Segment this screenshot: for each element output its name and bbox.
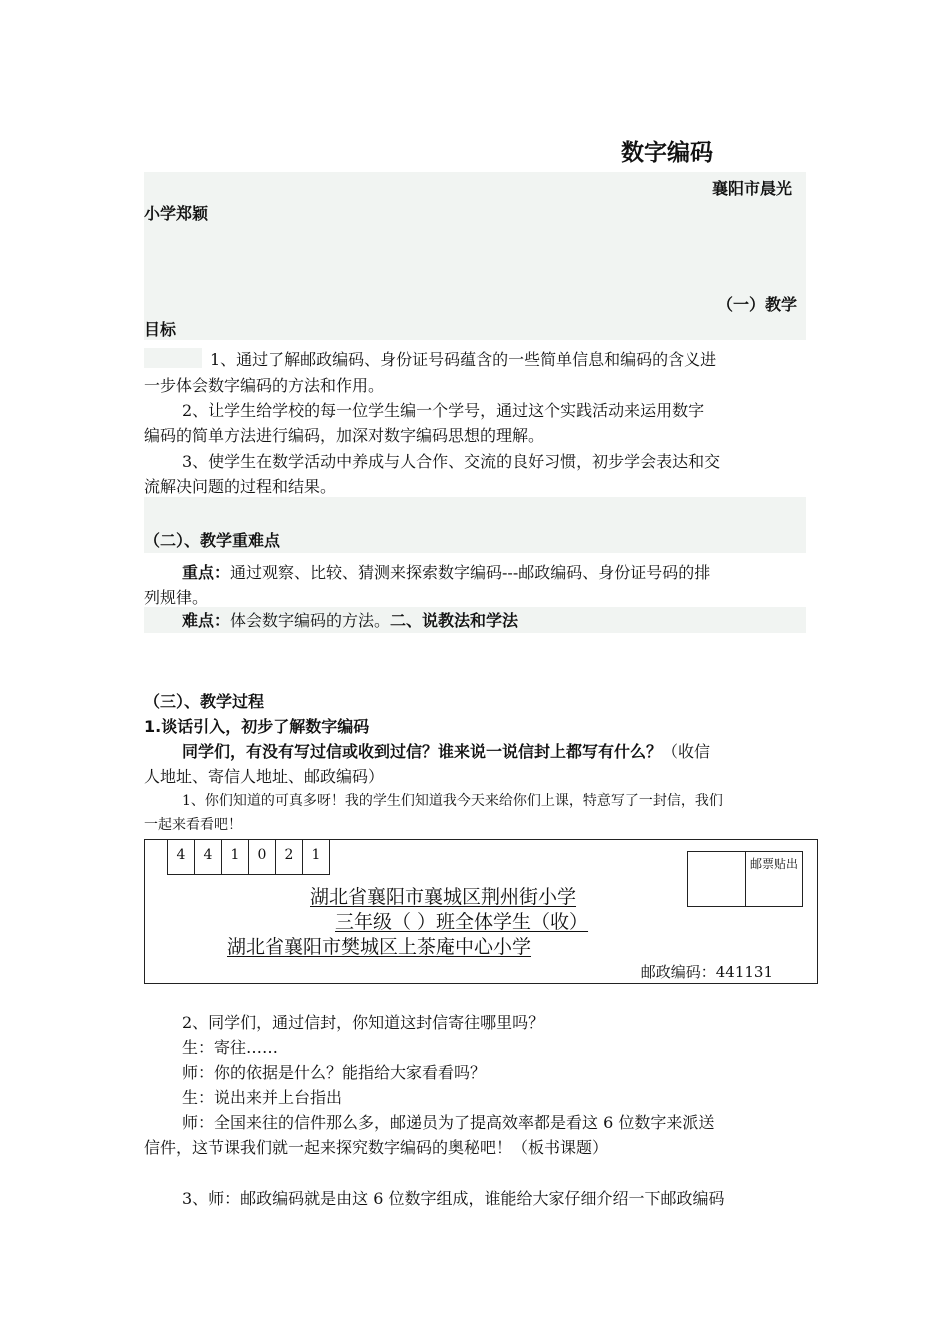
question-line-2: 人地址、寄信人地址、邮政编码） — [144, 767, 385, 786]
key-point-label: 重点： — [182, 563, 231, 582]
stamp-label: 邮票贴出 — [749, 857, 798, 871]
section-1-heading: （一）教学 — [717, 295, 798, 314]
dialogue-line-6: 3、师：邮政编码就是由这 6 位数字组成，谁能给大家仔细介绍一下邮政编码 — [182, 1189, 725, 1208]
section-2-heading: （二）、教学重难点 — [144, 531, 281, 550]
postcode-digit: 2 — [275, 839, 303, 875]
sender-address: 湖北省襄阳市樊城区上茶庵中心小学 — [227, 936, 532, 958]
section-1-heading-cont: 目标 — [144, 320, 177, 339]
question-line-1 — [182, 739, 710, 765]
shade-band-indent — [144, 348, 202, 368]
key-point-text: 通过观察、比较、猜测来探索数字编码---邮政编码、身份证号码的排 — [230, 563, 711, 582]
key-point-line-1 — [182, 560, 710, 586]
envelope-figure — [144, 839, 818, 984]
paragraph-1-line-2: 一起来看看吧！ — [144, 817, 242, 833]
question-bold-text: 同学们，有没有写过信或收到过信？谁来说一说信封上都写有什么？ — [182, 742, 663, 761]
page-title: 数字编码 — [621, 140, 713, 166]
dialogue-line-2: 生：寄往…… — [182, 1038, 279, 1057]
goal-3-line-1: 3、使学生在数学活动中养成与人合作、交流的良好习惯，初步学会表达和交 — [182, 452, 721, 471]
dialogue-line-3: 师：你的依据是什么？能指给大家看看吗？ — [182, 1063, 487, 1082]
difficult-point-label: 难点： — [182, 611, 231, 630]
goal-1-line-1: 1、通过了解邮政编码、身份证号码蕴含的一些简单信息和编码的含义进 — [210, 350, 717, 369]
sender-postcode: 邮政编码：441131 — [640, 963, 773, 981]
postcode-digit-boxes — [167, 839, 329, 875]
recipient-name: 三年级（ ）班全体学生（收） — [335, 911, 589, 933]
dialogue-line-5: 师：全国来往的信件那么多，邮递员为了提高效率都是看这 6 位数字来派送 — [182, 1113, 715, 1132]
goal-2-line-2: 编码的简单方法进行编码，加深对数字编码思想的理解。 — [144, 426, 545, 445]
key-point-line-2: 列规律。 — [144, 588, 209, 607]
stamp-box — [687, 851, 803, 907]
goal-3-line-2: 流解决问题的过程和结果。 — [144, 477, 337, 496]
goal-1-line-2: 一步体会数字编码的方法和作用。 — [144, 376, 385, 395]
postcode-digit: 1 — [221, 839, 249, 875]
postcode-digit: 4 — [194, 839, 222, 875]
postcode-digit: 0 — [248, 839, 276, 875]
methods-heading: 二、说教法和学法 — [390, 611, 519, 630]
goal-2-line-1: 2、让学生给学校的每一位学生编一个学号，通过这个实践活动来运用数字 — [182, 401, 705, 420]
difficult-point-text: 体会数字编码的方法。 — [230, 611, 391, 630]
stamp-divider — [745, 852, 746, 906]
section-3-heading: （三）、教学过程 — [144, 692, 265, 711]
recipient-address: 湖北省襄阳市襄城区荆州街小学 — [310, 886, 577, 908]
dialogue-line-5-cont: 信件，这节课我们就一起来探究数字编码的奥秘吧！（板书课题） — [144, 1138, 609, 1157]
author-line-2: 小学郑颖 — [144, 204, 209, 223]
shade-band-header — [144, 172, 806, 340]
step-1-heading: 1.谈话引入，初步了解数字编码 — [144, 717, 370, 736]
postcode-digit: 4 — [167, 839, 195, 875]
author-line-1: 襄阳市晨光 — [712, 179, 793, 198]
dialogue-line-4: 生：说出来并上台指出 — [182, 1088, 343, 1107]
difficult-point-line — [182, 608, 518, 634]
paragraph-1-line-1: 1、你们知道的可真多呀！我的学生们知道我今天来给你们上课，特意写了一封信，我们 — [182, 793, 723, 809]
postcode-digit: 1 — [302, 839, 330, 875]
dialogue-line-1: 2、同学们，通过信封，你知道这封信寄往哪里吗？ — [182, 1013, 545, 1032]
question-rest-text: （收信 — [662, 742, 711, 761]
